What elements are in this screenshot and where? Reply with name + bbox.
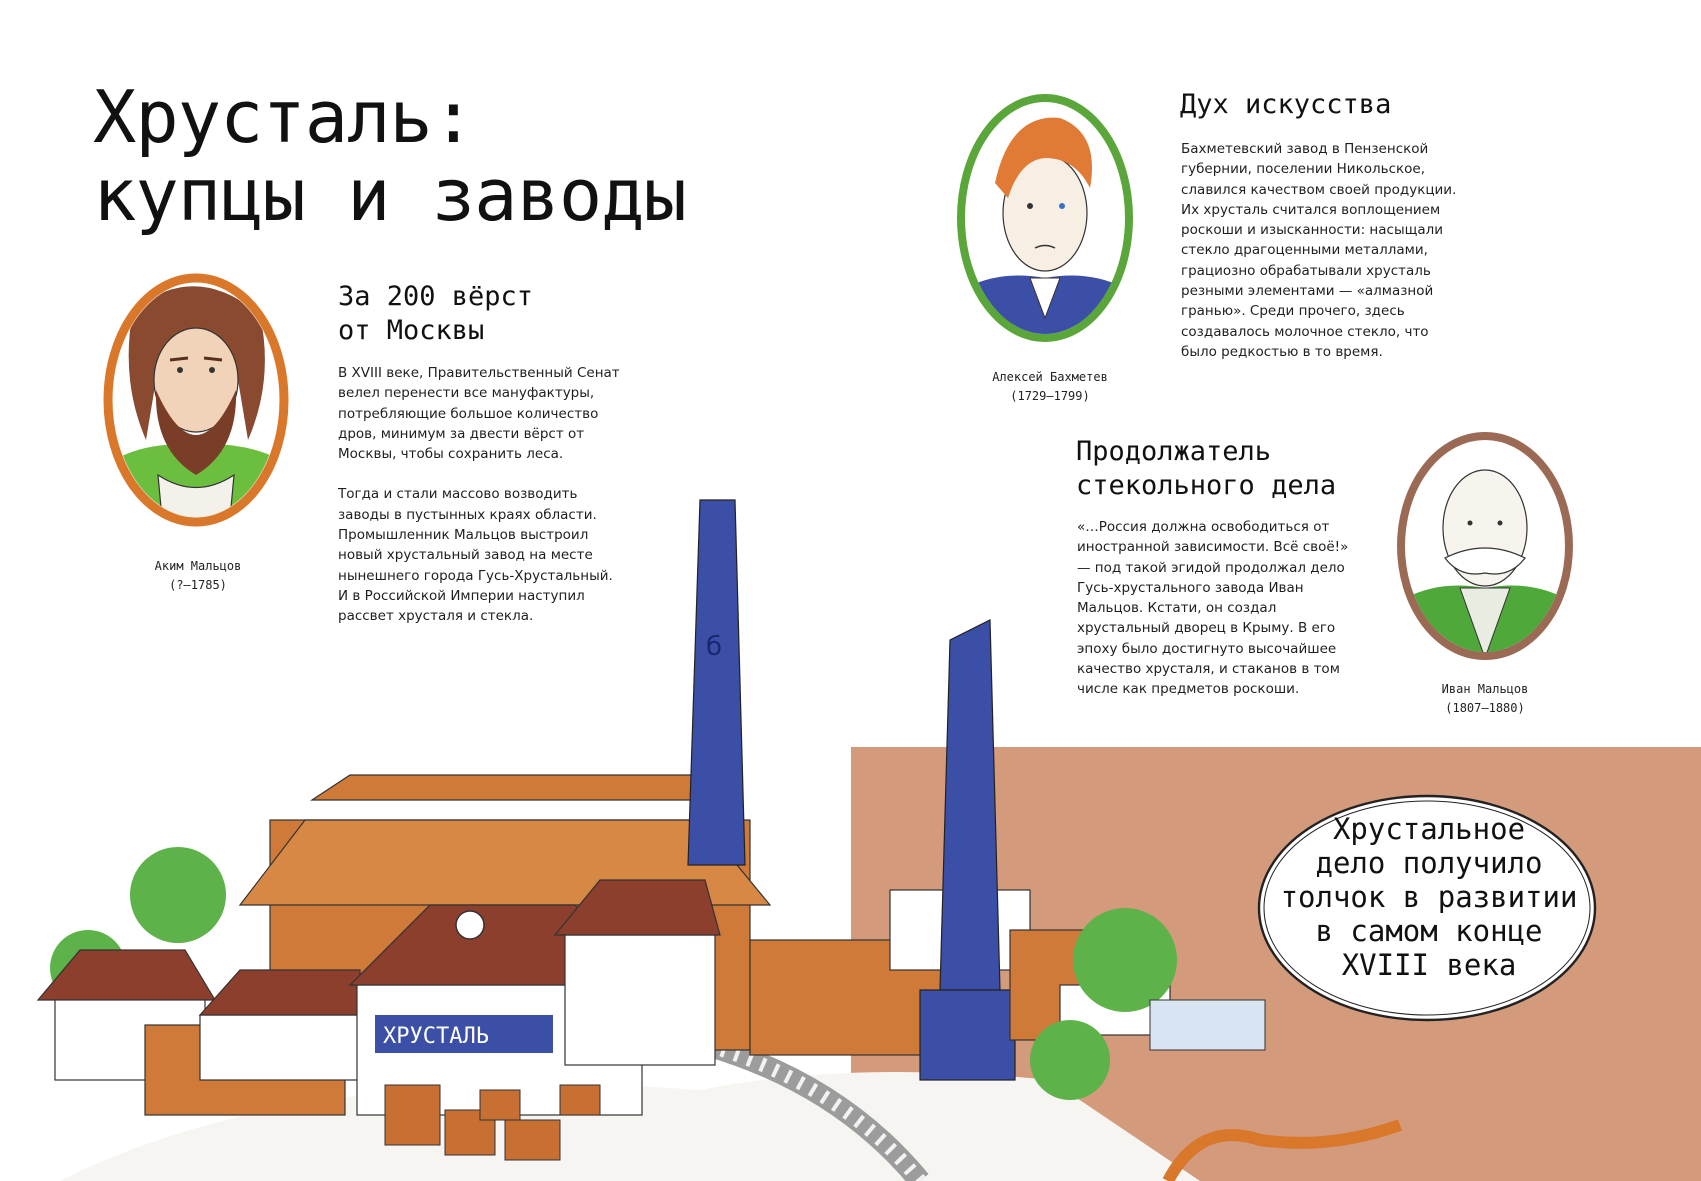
section2-heading: Дух искусства xyxy=(1180,89,1392,120)
chimney-right xyxy=(940,620,1000,990)
portrait-bakhmetev-name: Алексей Бахметев xyxy=(992,370,1108,384)
speech-bubble-text: Хрустальное дело получило толчок в развитии в самом конце XVIII века xyxy=(1280,812,1578,982)
tree-left-1 xyxy=(130,847,226,943)
portrait-ivan-name: Иван Мальцов xyxy=(1441,682,1529,696)
factory-sign-text: ХРУСТАЛЬ xyxy=(383,1024,489,1049)
section1-paragraph-2: Тогда и стали массово возводить заводы в пустынных краях области. Промышленник Мальцов выстроил новый хрустальный завод на месте нынешнего города Гусь-Хрустальный. И в Российской Империи наступил рассвет хрусталя и стекла. xyxy=(338,486,613,625)
chimney-left xyxy=(688,500,745,865)
portrait-akim-years: (?–1785) xyxy=(169,578,227,592)
chimney-mark: б xyxy=(706,632,723,662)
page-title: Хрусталь: купцы и заводы xyxy=(93,75,686,237)
portrait-bakhmetev-years: (1729–1799) xyxy=(1010,389,1090,403)
laundry-line xyxy=(1150,1000,1265,1050)
section2-paragraph-1: Бахметевский завод в Пензенской губернии, поселении Никольское, славился качеством своей продукции. Их хрусталь считался воплощением роскоши и изысканности: насыщали стекло драгоценными металлами, грациозно обрабатывали хрусталь резными элементами — «алмазной гранью». Среди прочего, здесь создавалось молочное стекло, что было редкостью в то время. xyxy=(1181,141,1457,360)
section1-paragraph-1: В XVIII веке, Правительственный Сенат велел перенести все мануфактуры, потребляющие большое количество дров, минимум за двести вёрст от Москвы, чтобы сохранить леса. xyxy=(338,365,620,463)
portrait-akim-name: Аким Мальцов xyxy=(154,559,242,573)
section3-paragraph-1: «…Россия должна освободиться от иностранной зависимости. Всё своё!» — под такой эгидой продолжал дело Гусь-хрустального завода Иван Мальцов. Кстати, он создал хрустальный дворец в Крыму. В его эпоху было достигнуто высочайшее качество хрусталя, и стаканов в том числе как предметов роскоши. xyxy=(1077,519,1349,698)
section1-heading: За 200 вёрст от Москвы xyxy=(338,281,534,346)
section3-heading: Продолжатель стекольного дела xyxy=(1076,436,1337,501)
tree-right-2 xyxy=(1030,1020,1110,1100)
orange-path xyxy=(1168,1125,1400,1181)
tree-right-1 xyxy=(1073,908,1177,1012)
portrait-ivan-years: (1807–1880) xyxy=(1445,701,1525,715)
white-building xyxy=(200,1015,360,1080)
orange-roof-top xyxy=(312,775,710,800)
